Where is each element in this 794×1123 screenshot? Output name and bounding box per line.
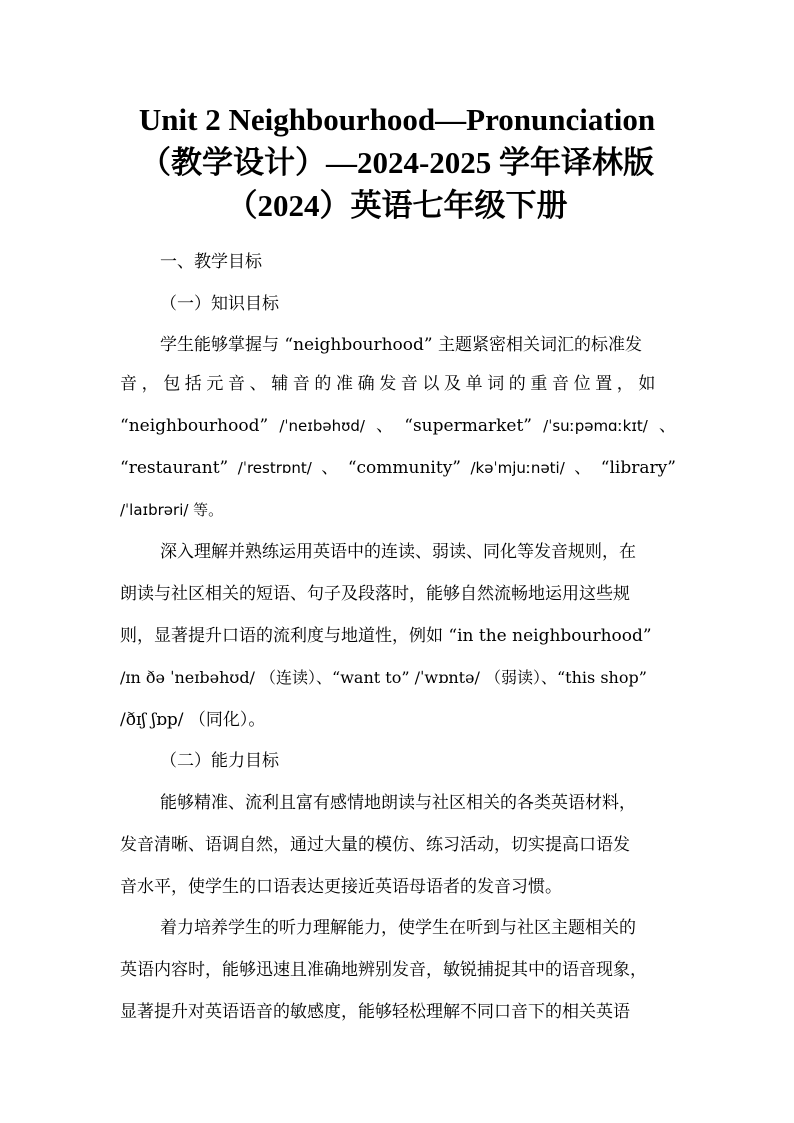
ipa-community: /kəˈmjuːnəti/ (470, 459, 565, 477)
title-line-3: （2024）英语七年级下册 (226, 188, 568, 223)
word-library: “library” (600, 458, 676, 478)
word-restaurant: “restaurant” (120, 458, 229, 478)
ipa-neighbourhood: /ˈneɪbəhʊd/ (279, 417, 365, 435)
subsection-heading-knowledge: （一）知识目标 (160, 294, 279, 314)
word-list-line (120, 456, 676, 480)
text-line: /ðɪʃ ʃɒp/ （同化）。 (120, 710, 266, 730)
text-line (120, 498, 676, 522)
text-line: /ɪn ðə ˈneɪbəhʊd/ （连读）、“want to” /ˈwɒntə/ （弱读）、“this shop” (120, 668, 647, 687)
separator: 、 (321, 458, 339, 478)
word-list-line (120, 414, 676, 438)
subsection-heading-ability: （二）能力目标 (160, 751, 279, 771)
text-line: 深入理解并熟练运用英语中的连读、弱读、同化等发音规则，在 (160, 542, 636, 562)
word-supermarket: “supermarket” (404, 416, 532, 436)
text-line: 发音清晰、语调自然，通过大量的模仿、练习活动，切实提高口语发 (120, 835, 630, 855)
text-line: 音，包括元音、辅音的准确发音以及单词的重音位置，如 (120, 374, 660, 394)
text-line: 着力培养学生的听力理解能力，使学生在听到与社区主题相关的 (160, 918, 636, 938)
text-line: 显著提升对英语语音的敏感度，能够轻松理解不同口音下的相关英语 (120, 1002, 630, 1022)
separator: 、 (659, 416, 676, 436)
section-heading-teaching-goals: 一、教学目标 (160, 252, 262, 272)
text-line: 英语内容时，能够迅速且准确地辨别发音，敏锐捕捉其中的语音现象， (120, 960, 647, 980)
word-neighbourhood: “neighbourhood” (120, 416, 269, 436)
ipa-library-line: /ˈlaɪbrəri/ 等。 (120, 501, 224, 519)
ipa-restaurant: /ˈrestrɒnt/ (237, 459, 312, 477)
word-community: “community” (347, 458, 461, 478)
text-line: 学生能够掌握与 “neighbourhood” 主题紧密相关词汇的标准发 (160, 335, 642, 355)
ipa-supermarket: /ˈsuːpəmɑːkɪt/ (543, 417, 648, 435)
text-line: 能够精准、流利且富有感情地朗读与社区相关的各类英语材料， (160, 793, 636, 813)
text-line: 音水平，使学生的口语表达更接近英语母语者的发音习惯。 (120, 877, 562, 897)
text-line: 则，显著提升口语的流利度与地道性，例如 “in the neighbourhood” (120, 626, 652, 646)
title-line-2: （教学设计）—2024-2025 学年译林版 (139, 145, 655, 180)
document-title (60, 98, 734, 227)
separator: 、 (574, 458, 592, 478)
text-line: 朗读与社区相关的短语、句子及段落时，能够自然流畅地运用这些规 (120, 584, 630, 604)
title-line-1: Unit 2 Neighbourhood—Pronunciation (138, 102, 656, 137)
separator: 、 (376, 416, 394, 436)
